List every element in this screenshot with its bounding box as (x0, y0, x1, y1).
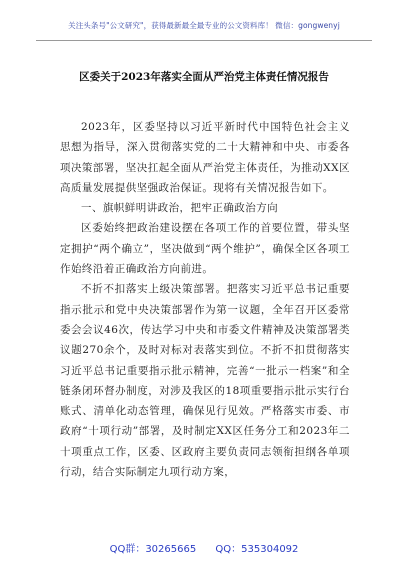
section-heading-1: 一、旗帜鲜明讲政治，把牢正确政治方向 (81, 202, 279, 215)
footer-qq-group: QQ群：30265665 (109, 544, 197, 555)
header-divider (36, 40, 372, 41)
page-footer (0, 538, 408, 568)
header-promo-text: 关注头条号"公文研究"，获得最新最全最专业的公文资料库！ 微信：gongwenyj (68, 21, 340, 30)
document-title: 区委关于2023年落实全面从严治党主体责任情况报告 (79, 71, 329, 83)
footer-qq-number: QQ：535304092 (215, 544, 299, 555)
body-paragraph-intro: 2023年，区委坚持以习近平新时代中国特色社会主义思想为指导，深入贯彻落实党的二十大精神和中央、市委各项决策部署，坚决扛起全面从严治党主体责任，为推动XX区高质量发展提供坚强政治保证。现将有关情况报告如下。 (60, 121, 350, 194)
body-paragraph: 不折不扣落实上级决策部署。把落实习近平总书记重要指示批示和党中央决策部署作为第一议题，全年召开区委常委会会议46次，传达学习中央和市委文件精神及决策部署类议题270余个，及时对标对表落实到位。不折不扣贯彻落实习近平总书记重要指示批示精神，完善“一批示一档案”和全链条闭环督办制度，对涉及我区的18项重要指示批示实行台账式、清单化动态管理，确保见行见效。严格落实市委、市政府“十项行动”部署，及时制定XX区任务分工和2023年二十项重点工作，区委、区政府主要负责同志领衔担纲各单项行动，结合实际制定九项行动方案， (60, 283, 350, 479)
document-body (60, 117, 350, 482)
body-paragraph: 区委始终把政治建设摆在各项工作的首要位置，带头坚定拥护“两个确立”，坚决做到“两个维护”，确保全区各项工作始终沿着正确政治方向前进。 (60, 222, 350, 276)
page-header (0, 0, 408, 44)
footer-contact (0, 540, 408, 555)
